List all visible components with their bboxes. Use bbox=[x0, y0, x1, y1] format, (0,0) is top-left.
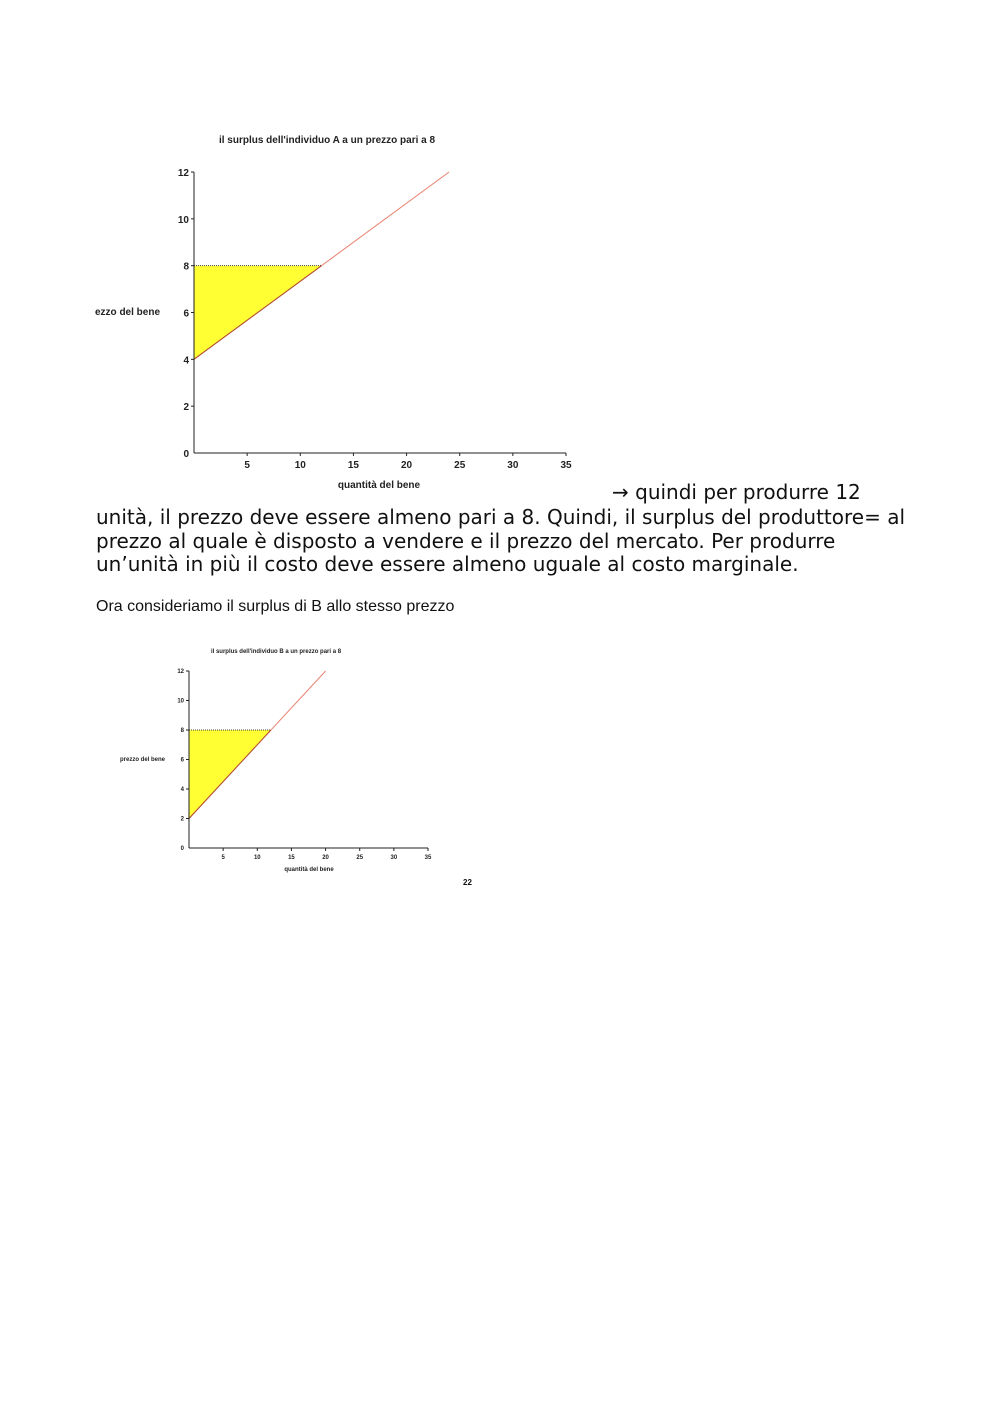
y-tick-label: 8 bbox=[183, 261, 189, 273]
y-tick-label: 6 bbox=[183, 308, 189, 320]
chart-surplus-b bbox=[95, 635, 495, 890]
x-tick-label: 25 bbox=[356, 855, 364, 861]
chart-title: il surplus dell'individuo B a un prezzo pari a 8 bbox=[210, 649, 342, 655]
paragraph-first-line bbox=[612, 481, 912, 505]
y-tick-label: 0 bbox=[183, 449, 189, 460]
y-tick-label: 2 bbox=[180, 816, 184, 823]
x-tick-label: 15 bbox=[347, 460, 359, 471]
y-tick-label: 4 bbox=[183, 355, 189, 367]
x-tick-label: 10 bbox=[294, 460, 306, 471]
y-tick-label: 12 bbox=[177, 669, 184, 675]
x-axis-label: quantità del bene bbox=[284, 867, 334, 873]
x-axis-label: quantità del bene bbox=[337, 480, 421, 491]
y-tick-label: 8 bbox=[180, 728, 184, 734]
chart-surplus-a bbox=[80, 125, 600, 495]
y-tick-label: 2 bbox=[183, 402, 189, 414]
chart-svg bbox=[95, 635, 495, 890]
x-tick-label: 35 bbox=[560, 460, 572, 471]
y-axis-label: ezzo del bene bbox=[95, 307, 161, 318]
y-axis-label: prezzo del bene bbox=[120, 757, 166, 763]
arrow-icon: → bbox=[612, 480, 629, 504]
y-tick-label: 12 bbox=[177, 168, 189, 179]
y-tick-label: 10 bbox=[177, 214, 189, 226]
caption: Ora consideriamo il surplus di B allo stesso prezzo bbox=[96, 598, 455, 615]
chart-title: il surplus dell'individuo A a un prezzo pari a 8 bbox=[218, 135, 436, 146]
paragraph-text: unità, il prezzo deve essere almeno pari a 8. Quindi, il surplus del produttore= al prezzo al quale è disposto a vendere e il prezzo del mercato. Per produrre un’unità in più il costo deve essere almeno uguale al costo marginale. bbox=[96, 505, 906, 576]
page-number: 22 bbox=[463, 878, 472, 887]
x-tick-label: 20 bbox=[322, 855, 329, 861]
x-tick-label: 5 bbox=[221, 855, 225, 861]
y-tick-label: 10 bbox=[177, 698, 184, 705]
y-tick-label: 0 bbox=[180, 846, 184, 852]
chart-svg bbox=[80, 125, 600, 495]
x-tick-label: 10 bbox=[253, 855, 261, 861]
y-tick-label: 6 bbox=[180, 757, 184, 764]
x-tick-label: 30 bbox=[390, 855, 398, 861]
x-tick-label: 35 bbox=[424, 855, 432, 861]
y-tick-label: 4 bbox=[180, 787, 184, 793]
x-tick-label: 15 bbox=[288, 855, 295, 861]
x-tick-label: 5 bbox=[244, 460, 250, 471]
paragraph-line-text: quindi per produrre 12 bbox=[635, 480, 861, 504]
x-tick-label: 30 bbox=[507, 460, 519, 471]
x-tick-label: 25 bbox=[454, 460, 466, 471]
x-tick-label: 20 bbox=[401, 460, 413, 471]
